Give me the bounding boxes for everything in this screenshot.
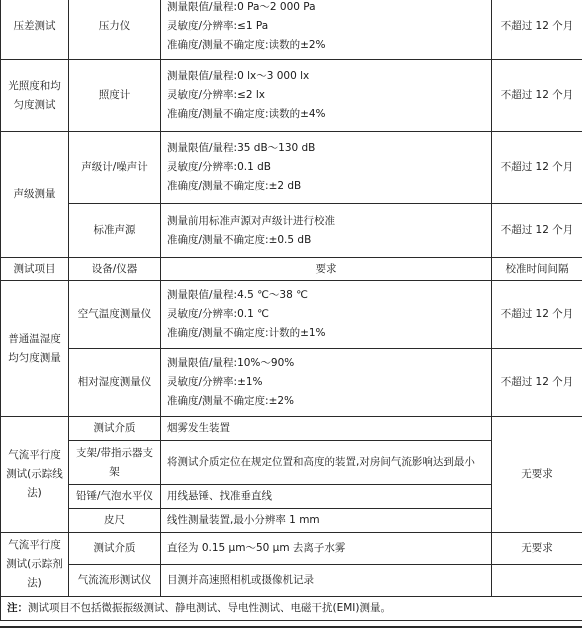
header-interval: 校准时间间隔 (492, 258, 582, 281)
interval-cell: 不超过 12 个月 (492, 0, 582, 60)
requirement-line: 准确度/测量不确定度:±2 dB (167, 180, 302, 192)
requirement-cell (161, 132, 492, 204)
requirement-cell (161, 0, 492, 60)
requirement-line: 测量前用标准声源对声级计进行校准 (167, 214, 335, 227)
table-row (1, 60, 582, 132)
device-cell: 相对湿度测量仪 (69, 349, 161, 417)
requirement-cell: 直径为 0.15 μm～50 μm 去离子水雾 (161, 533, 492, 565)
device-cell: 测试介质 (69, 417, 161, 441)
requirement-line: 灵敏度/分辨率:≤1 Pa (167, 20, 269, 32)
interval-cell: 不超过 12 个月 (492, 281, 582, 349)
requirement-line: 测量限值/量程:10%～90% (167, 357, 295, 369)
interval-cell: 不超过 12 个月 (492, 349, 582, 417)
requirement-cell: 用线悬锤、找准垂直线 (161, 485, 492, 509)
requirement-cell (161, 281, 492, 349)
interval-cell: 无要求 (492, 533, 582, 565)
requirement-line: 准确度/测量不确定度:±0.5 dB (167, 233, 312, 246)
device-cell: 皮尺 (69, 509, 161, 533)
test-item-cell: 气流平行度测试(示踪线法) (1, 417, 69, 533)
requirement-cell: 烟雾发生装置 (161, 417, 492, 441)
requirement-cell: 线性测量装置,最小分辨率 1 mm (161, 509, 492, 533)
device-cell: 测试介质 (69, 533, 161, 565)
requirement-cell (161, 204, 492, 258)
interval-cell: 不超过 12 个月 (492, 60, 582, 132)
requirement-line: 测量限值/量程:35 dB～130 dB (167, 142, 316, 154)
requirement-line: 准确度/测量不确定度:读数的±2% (167, 39, 326, 51)
table-note (1, 597, 582, 621)
device-cell: 照度计 (69, 60, 161, 132)
header-requirement: 要求 (161, 258, 492, 281)
requirement-cell (161, 60, 492, 132)
test-item-cell: 普通温湿度均匀度测量 (1, 281, 69, 417)
requirement-line: 准确度/测量不确定度:读数的±4% (167, 108, 326, 120)
note-label: 注： (7, 602, 28, 614)
table-row (1, 565, 582, 597)
device-cell: 空气温度测量仪 (69, 281, 161, 349)
requirement-line: 准确度/测量不确定度:计数的±1% (167, 327, 326, 339)
test-item-cell: 声级测量 (1, 132, 69, 258)
requirement-line: 准确度/测量不确定度:±2% (167, 395, 295, 407)
requirement-line: 灵敏度/分辨率:±1% (167, 376, 263, 388)
test-item-cell: 光照度和均匀度测试 (1, 60, 69, 132)
device-cell: 气流流形测试仪 (69, 565, 161, 597)
test-item-cell: 压差测试 (1, 0, 69, 60)
interval-cell: 无要求 (492, 417, 582, 533)
table-row (1, 0, 582, 60)
requirement-line: 灵敏度/分辨率:0.1 ℃ (167, 308, 269, 320)
interval-cell: 不超过 12 个月 (492, 204, 582, 258)
table-row (1, 132, 582, 204)
requirement-cell: 目测并高速照相机或摄像机记录 (161, 565, 492, 597)
note-row (1, 597, 582, 621)
table-row (1, 533, 582, 565)
requirement-line: 测量限值/量程:0 lx～3 000 lx (167, 70, 310, 82)
note-text: 测试项目不包括微振振级测试、静电测试、导电性测试、电磁干扰(EMI)测量。 (28, 602, 391, 614)
table-row (1, 204, 582, 258)
device-cell: 压力仪 (69, 0, 161, 60)
header-test-item: 测试项目 (1, 258, 69, 281)
interval-cell: 不超过 12 个月 (492, 132, 582, 204)
device-cell: 标准声源 (69, 204, 161, 258)
test-item-cell: 气流平行度测试(示踪剂法) (1, 533, 69, 597)
interval-cell (492, 565, 582, 597)
device-cell: 铅锤/气泡水平仪 (69, 485, 161, 509)
requirement-line: 测量限值/量程:0 Pa～2 000 Pa (167, 1, 316, 13)
requirement-cell (161, 349, 492, 417)
requirement-line: 测量限值/量程:4.5 ℃～38 ℃ (167, 289, 308, 301)
device-cell: 声级计/噪声计 (69, 132, 161, 204)
requirement-cell: 将测试介质定位在规定位置和高度的装置,对房间气流影响达到最小 (161, 441, 492, 485)
requirement-line: 灵敏度/分辨率:≤2 lx (167, 89, 266, 101)
table-header-row (1, 258, 582, 281)
table-row (1, 281, 582, 349)
requirement-line: 灵敏度/分辨率:0.1 dB (167, 161, 271, 173)
table-row (1, 417, 582, 441)
device-cell: 支架/带指示器支架 (69, 441, 161, 485)
table-row (1, 349, 582, 417)
header-device: 设备/仪器 (69, 258, 161, 281)
